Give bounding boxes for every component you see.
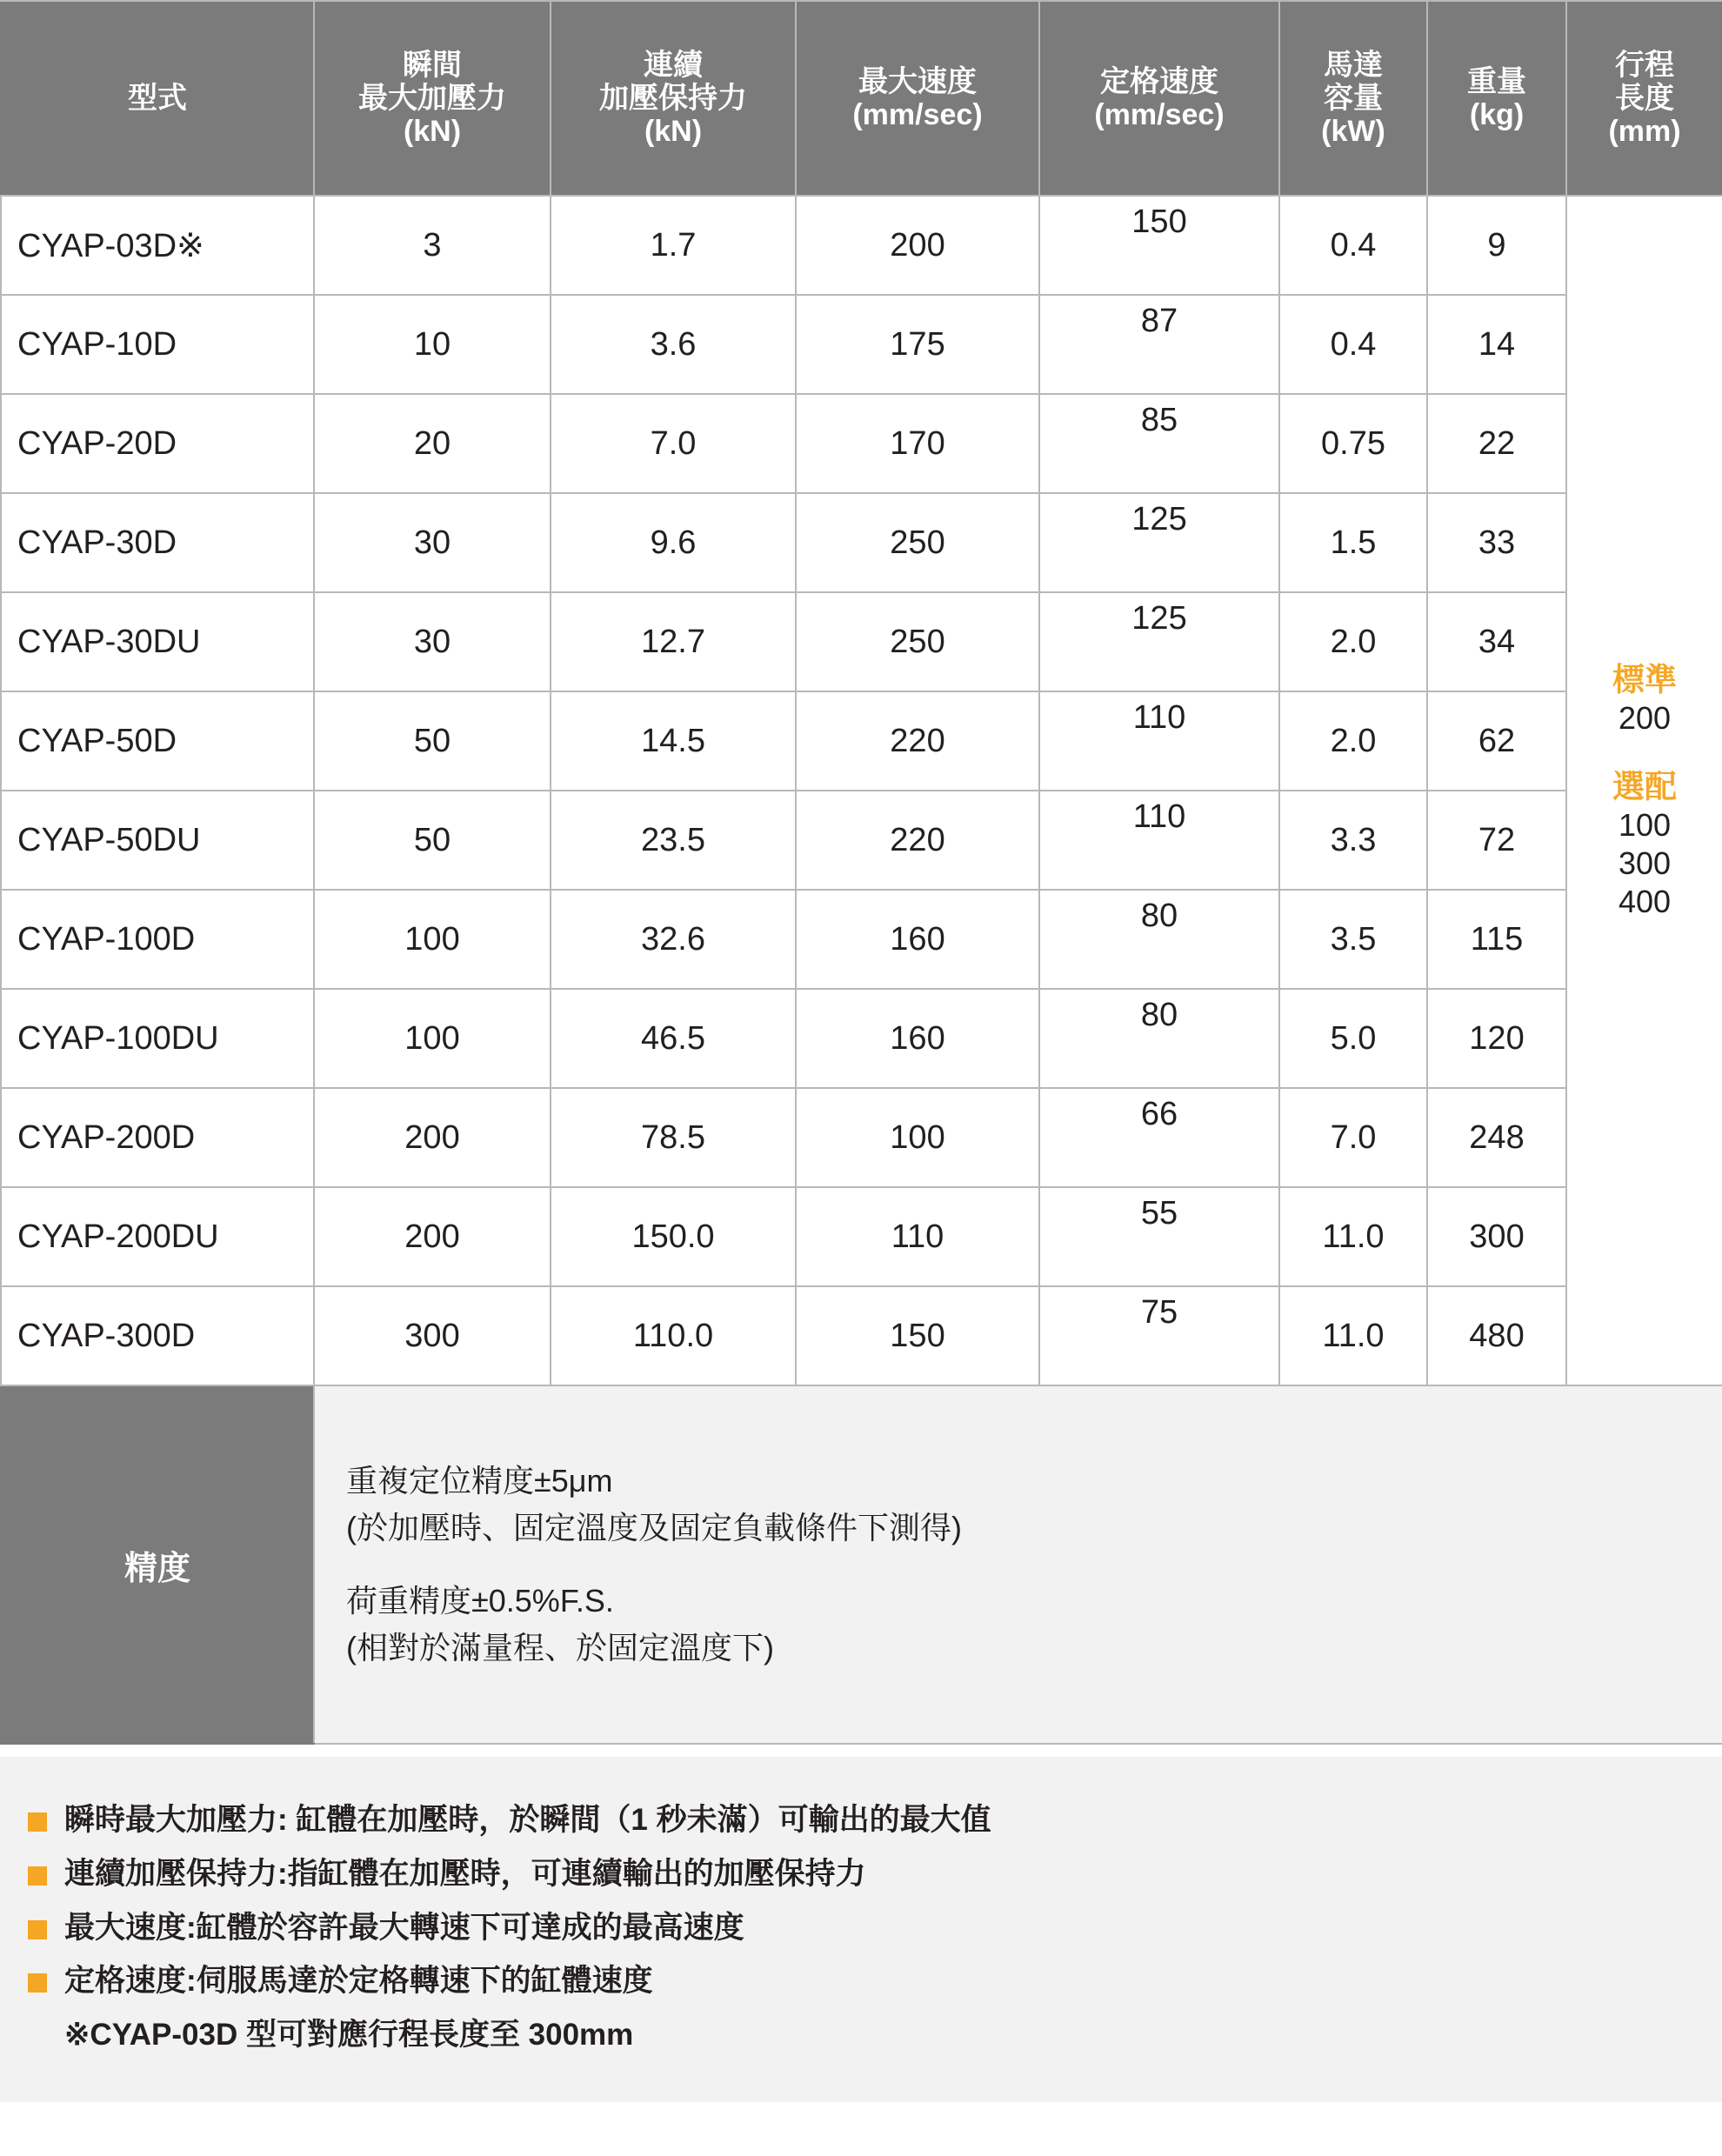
cell-weight: 480 [1427,1286,1566,1385]
cell-continuous-force: 78.5 [551,1088,796,1187]
table-row [1,394,1722,493]
cell-max-speed: 200 [796,196,1039,295]
header-max-speed-line2: (mm/sec) [852,98,983,131]
square-bullet-icon [28,1866,47,1886]
accuracy-line-4: (相對於滿量程、於固定溫度下) [346,1630,774,1665]
cell-weight: 248 [1427,1088,1566,1187]
cell-motor-capacity: 1.5 [1279,493,1427,592]
cell-model: CYAP-10D [1,295,314,394]
cell-model: CYAP-100D [1,890,314,989]
header-weight-line2: (kg) [1469,98,1525,131]
cell-rated-speed: 110 [1039,691,1279,791]
table-row [1,592,1722,691]
table-header [1,1,1722,196]
header-stroke-length-line3: (mm) [1608,115,1681,149]
note-item [9,1901,1722,1955]
header-rated-speed [1039,1,1279,196]
header-peak-force-line1: 瞬間 [403,48,462,82]
cell-weight: 72 [1427,791,1566,890]
header-peak-force [314,1,551,196]
note-text: 連續加壓保持力:指缸體在加壓時，可連續輸出的加壓保持力 [64,1856,866,1891]
cell-weight: 115 [1427,890,1566,989]
stroke-length-content [1567,660,1722,921]
cell-rated-speed: 85 [1039,394,1279,493]
cell-model: CYAP-20D [1,394,314,493]
cell-max-speed: 250 [796,592,1039,691]
cell-rated-speed: 75 [1039,1286,1279,1385]
table-body [1,196,1722,1744]
cell-rated-speed: 125 [1039,493,1279,592]
header-weight [1427,1,1566,196]
cell-stroke-length [1566,196,1722,1385]
cell-continuous-force: 3.6 [551,295,796,394]
header-rated-speed-line1: 定格速度 [1100,64,1218,98]
cell-rated-speed: 66 [1039,1088,1279,1187]
accuracy-spacer [346,1552,1722,1578]
cell-peak-force: 200 [314,1187,551,1286]
cell-weight: 22 [1427,394,1566,493]
cell-model: CYAP-100DU [1,989,314,1088]
cell-peak-force: 10 [314,295,551,394]
header-continuous-force [551,1,796,196]
cell-motor-capacity: 3.5 [1279,890,1427,989]
cell-peak-force: 100 [314,989,551,1088]
cell-continuous-force: 23.5 [551,791,796,890]
cell-model: CYAP-200DU [1,1187,314,1286]
table-row [1,196,1722,295]
header-row [1,1,1722,196]
cell-peak-force: 50 [314,691,551,791]
table-row [1,890,1722,989]
header-max-speed [796,1,1039,196]
stroke-spacer [1567,738,1722,767]
header-continuous-force-line3: (kN) [644,115,703,149]
cell-max-speed: 170 [796,394,1039,493]
cell-motor-capacity: 0.4 [1279,295,1427,394]
header-max-speed-line1: 最大速度 [858,64,977,98]
notes-panel [0,1757,1722,2102]
note-text: 瞬時最大加壓力: 缸體在加壓時，於瞬間（1 秒未滿）可輸出的最大值 [64,1803,991,1837]
cell-motor-capacity: 2.0 [1279,691,1427,791]
header-peak-force-line2: 最大加壓力 [358,81,506,115]
note-text: 定格速度:伺服馬達於定格轉速下的缸體速度 [64,1964,653,1999]
header-continuous-force-line2: 加壓保持力 [599,81,747,115]
table-row [1,989,1722,1088]
cell-model: CYAP-30D [1,493,314,592]
cell-motor-capacity: 5.0 [1279,989,1427,1088]
cell-rated-speed: 80 [1039,890,1279,989]
square-bullet-icon [28,1812,47,1832]
footnote [9,2008,1722,2062]
table-row [1,295,1722,394]
cell-weight: 14 [1427,295,1566,394]
header-rated-speed-line2: (mm/sec) [1094,98,1225,131]
stroke-option-value: 300 [1618,845,1672,882]
cell-model: CYAP-300D [1,1286,314,1385]
header-stroke-length-line1: 行程 [1615,48,1674,82]
cell-max-speed: 220 [796,791,1039,890]
table-row [1,493,1722,592]
cell-continuous-force: 9.6 [551,493,796,592]
note-text: 最大速度:缸體於容許最大轉速下可達成的最高速度 [64,1910,744,1945]
header-stroke-length [1566,1,1722,196]
cell-max-speed: 150 [796,1286,1039,1385]
cell-model: CYAP-03D※ [1,196,314,295]
cell-peak-force: 30 [314,592,551,691]
cell-motor-capacity: 2.0 [1279,592,1427,691]
cell-continuous-force: 150.0 [551,1187,796,1286]
cell-continuous-force: 7.0 [551,394,796,493]
cell-peak-force: 300 [314,1286,551,1385]
header-model-line1: 型式 [128,81,187,115]
cell-motor-capacity: 11.0 [1279,1187,1427,1286]
cell-peak-force: 3 [314,196,551,295]
header-motor-capacity [1279,1,1427,196]
header-continuous-force-line1: 連續 [644,48,703,82]
square-bullet-icon [28,1973,47,1992]
cell-motor-capacity: 3.3 [1279,791,1427,890]
footnote-text: ※CYAP-03D 型可對應行程長度至 300mm [64,2018,634,2052]
header-stroke-length-line2: 長度 [1615,81,1674,115]
cell-max-speed: 175 [796,295,1039,394]
cell-peak-force: 200 [314,1088,551,1187]
cell-peak-force: 30 [314,493,551,592]
cell-peak-force: 20 [314,394,551,493]
cell-weight: 120 [1427,989,1566,1088]
stroke-option-value: 400 [1618,884,1672,920]
cell-max-speed: 160 [796,890,1039,989]
cell-model: CYAP-50DU [1,791,314,890]
header-weight-line1: 重量 [1467,64,1526,98]
stroke-option-value: 100 [1618,807,1672,844]
table-row [1,1286,1722,1385]
cell-weight: 62 [1427,691,1566,791]
cell-max-speed: 160 [796,989,1039,1088]
stroke-option-label: 選配 [1612,769,1677,805]
cell-model: CYAP-200D [1,1088,314,1187]
cell-model: CYAP-30DU [1,592,314,691]
cell-peak-force: 100 [314,890,551,989]
cell-rated-speed: 125 [1039,592,1279,691]
accuracy-line-1: 重複定位精度±5μm [346,1463,613,1499]
table-row [1,1088,1722,1187]
cell-continuous-force: 32.6 [551,890,796,989]
accuracy-row [1,1385,1722,1744]
cell-continuous-force: 110.0 [551,1286,796,1385]
cell-model: CYAP-50D [1,691,314,791]
cell-rated-speed: 80 [1039,989,1279,1088]
cell-continuous-force: 1.7 [551,196,796,295]
cell-continuous-force: 12.7 [551,592,796,691]
accuracy-content [314,1385,1722,1744]
cell-max-speed: 110 [796,1187,1039,1286]
accuracy-line-2: (於加壓時、固定溫度及固定負載條件下測得) [346,1510,962,1545]
stroke-standard-value: 200 [1618,700,1672,737]
cell-rated-speed: 55 [1039,1187,1279,1286]
cell-motor-capacity: 11.0 [1279,1286,1427,1385]
note-item [9,1954,1722,2008]
cell-weight: 300 [1427,1187,1566,1286]
stroke-standard-label: 標準 [1612,662,1677,698]
cell-weight: 9 [1427,196,1566,295]
cell-continuous-force: 14.5 [551,691,796,791]
note-item [9,1793,1722,1847]
accuracy-label: 精度 [1,1385,314,1744]
cell-motor-capacity: 7.0 [1279,1088,1427,1187]
table-row [1,791,1722,890]
table-row [1,1187,1722,1286]
table-row [1,691,1722,791]
cell-peak-force: 50 [314,791,551,890]
accuracy-line-3: 荷重精度±0.5%F.S. [346,1583,614,1619]
cell-max-speed: 250 [796,493,1039,592]
cell-motor-capacity: 0.75 [1279,394,1427,493]
header-model [1,1,314,196]
cell-rated-speed: 87 [1039,295,1279,394]
cell-weight: 33 [1427,493,1566,592]
cell-rated-speed: 150 [1039,196,1279,295]
cell-motor-capacity: 0.4 [1279,196,1427,295]
header-peak-force-line3: (kN) [403,115,462,149]
header-motor-capacity-line3: (kW) [1321,115,1385,149]
header-motor-capacity-line2: 容量 [1324,81,1383,115]
header-motor-capacity-line1: 馬達 [1324,48,1383,82]
cell-continuous-force: 46.5 [551,989,796,1088]
cell-max-speed: 100 [796,1088,1039,1187]
cell-max-speed: 220 [796,691,1039,791]
cell-rated-speed: 110 [1039,791,1279,890]
cell-weight: 34 [1427,592,1566,691]
square-bullet-icon [28,1920,47,1939]
note-item [9,1847,1722,1901]
